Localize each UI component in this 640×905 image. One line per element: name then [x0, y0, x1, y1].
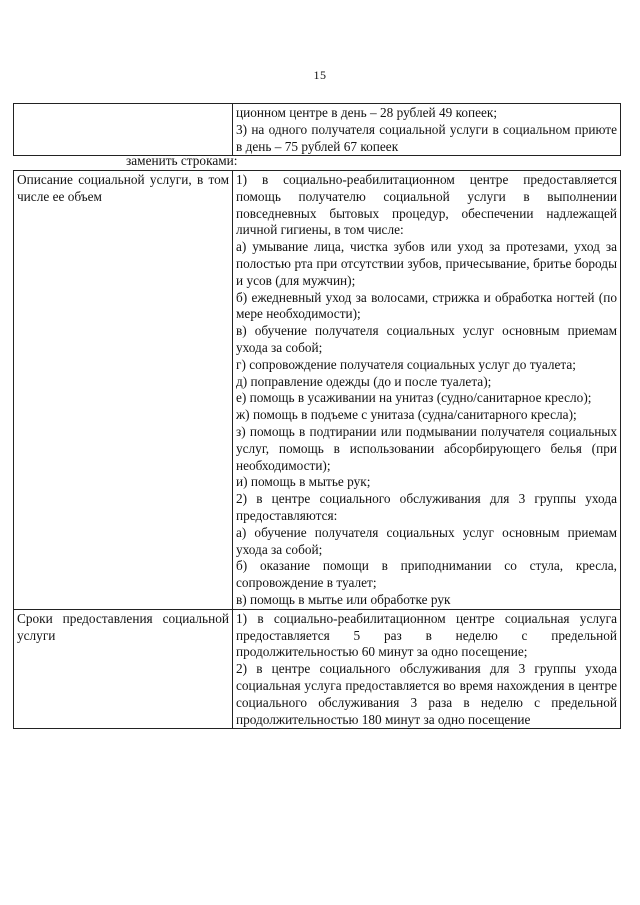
- text-line: з) помощь в подтирании или подмывании получателя социальных услуг, помощь в использовании абсорбирующего белья (при необходимости);: [236, 423, 617, 473]
- label-cell: [14, 104, 233, 156]
- text-line: б) ежедневный уход за волосами, стрижка и обработка ногтей (по мере необходимости);: [236, 289, 617, 322]
- text-line: 3) на одного получателя социальной услуги в социальном приюте в день – 75 рублей 67 копеек: [236, 121, 617, 154]
- replace-note: заменить строками:: [126, 153, 238, 168]
- text-line: б) оказание помощи в приподнимании со стула, кресла, сопровождение в туалет;: [236, 558, 617, 591]
- label-cell: Сроки предоставления социальной услуги: [14, 609, 233, 729]
- content-cell: [233, 609, 621, 729]
- text-line: 2) в центре социального обслуживания для 3 группы ухода социальная услуга предоставляется во время нахождения в центре социального обслуживания 3 раза в неделю с предельной продолжительностью 180 минут за одно посещение: [236, 661, 617, 727]
- text-line: 2) в центре социального обслуживания для 3 группы ухода предоставляются:: [236, 491, 617, 523]
- table-row: [14, 171, 621, 610]
- text-line: е) помощь в усаживании на унитаз (судно/санитарное кресло);: [236, 390, 592, 406]
- table-row: [14, 104, 621, 156]
- table-row: [14, 609, 621, 729]
- text-line: д) поправление одежды (до и после туалета);: [236, 373, 492, 389]
- text-line: и) помощь в мытье рук;: [236, 474, 371, 490]
- content-cell: [233, 104, 621, 156]
- text-line: в) помощь в мытье или обработке рук: [236, 591, 451, 607]
- text-line: а) умывание лица, чистка зубов или уход за протезами, уход за полостью рта при отсутствии зубов, причесывание, бритье бороды и усов (для мужчин);: [236, 239, 617, 288]
- text-line: 1) в социально-реабилитационном центре предоставляется помощь получателю социальной услуги в выполнении повседневных бытовых процедур, обеспечении надлежащей личной гигиены, в том числе:: [236, 172, 617, 238]
- label-cell: Описание социальной услуги, в том числе ее объем: [14, 171, 233, 610]
- text-line: г) сопровождение получателя социальных услуг до туалета;: [236, 356, 576, 372]
- continued-table: [13, 103, 621, 156]
- text-line: а) обучение получателя социальных услуг основным приемам ухода за собой;: [236, 524, 617, 557]
- text-line: ж) помощь в подъеме с унитаза (судна/санитарного кресла);: [236, 407, 577, 423]
- content-cell: [233, 171, 621, 610]
- text-line: в) обучение получателя социальных услуг основным приемам ухода за собой;: [236, 323, 617, 355]
- replacement-table: [13, 170, 621, 729]
- page-number: 15: [313, 68, 327, 82]
- text-line: ционном центре в день – 28 рублей 49 копеек;: [236, 105, 498, 120]
- text-line: 1) в социально-реабилитационном центре социальная услуга предоставляется 5 раз в неделю с предельной продолжительностью 60 минут за одно посещение;: [236, 610, 617, 660]
